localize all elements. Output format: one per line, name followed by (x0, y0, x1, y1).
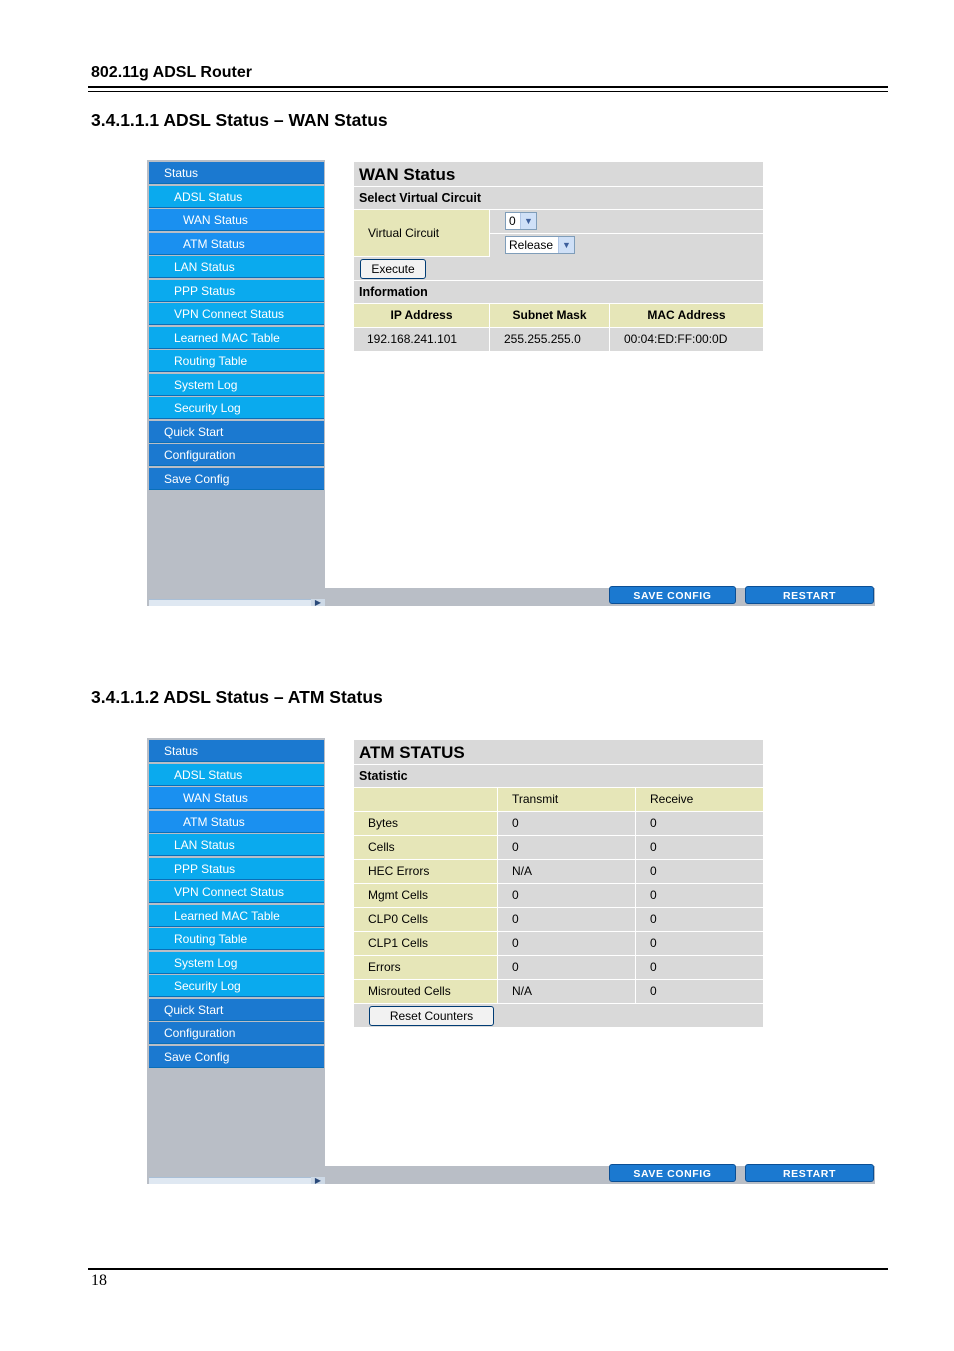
sidebar-item-security-log[interactable]: Security Log (149, 397, 324, 419)
stat-label: Misrouted Cells (354, 980, 497, 1003)
stat-label: Errors (354, 956, 497, 979)
sidebar-item-quick-start[interactable]: Quick Start (149, 421, 324, 443)
header-rule-thin (88, 91, 888, 92)
table-row (354, 932, 763, 956)
column-header-transmit: Transmit (497, 788, 635, 811)
subnet-mask-value: 255.255.255.0 (489, 328, 609, 351)
stat-label: Cells (354, 836, 497, 859)
receive-value: 0 (635, 956, 763, 979)
stats-header-row (354, 788, 763, 812)
sidebar-item-vpn-connect-status[interactable]: VPN Connect Status (149, 881, 324, 903)
chevron-down-icon[interactable]: ▼ (520, 213, 536, 229)
action-select-cell (489, 234, 763, 257)
action-select-value: Release (509, 238, 554, 252)
scroll-right-icon[interactable]: ▶ (311, 599, 325, 606)
panel-title: WAN Status (354, 162, 763, 187)
page-number: 18 (91, 1272, 107, 1289)
table-row (354, 812, 763, 836)
sidebar-item-lan-status[interactable]: LAN Status (149, 834, 324, 856)
footer-rule (88, 1268, 888, 1270)
transmit-value: N/A (497, 860, 635, 883)
virtual-circuit-label: Virtual Circuit (354, 210, 489, 256)
sidebar-item-learned-mac-table[interactable]: Learned MAC Table (149, 905, 324, 927)
sidebar-item-configuration[interactable]: Configuration (149, 444, 324, 466)
reset-row (354, 1004, 763, 1028)
chevron-down-icon[interactable]: ▼ (558, 237, 574, 253)
table-row (354, 836, 763, 860)
info-header-row (354, 304, 763, 328)
sidebar-item-lan-status[interactable]: LAN Status (149, 256, 324, 278)
sidebar-item-save-config[interactable]: Save Config (149, 1046, 324, 1068)
sidebar-item-status[interactable]: Status (149, 162, 324, 184)
sidebar-item-atm-status[interactable]: ATM Status (149, 811, 324, 833)
sidebar-item-vpn-connect-status[interactable]: VPN Connect Status (149, 303, 324, 325)
sidebar-item-save-config[interactable]: Save Config (149, 468, 324, 490)
sidebar-item-system-log[interactable]: System Log (149, 952, 324, 974)
column-header-ip: IP Address (390, 308, 453, 322)
stat-label: CLP1 Cells (354, 932, 497, 955)
sidebar-item-wan-status[interactable]: WAN Status (149, 209, 324, 231)
save-config-button[interactable]: SAVE CONFIG (609, 586, 736, 604)
info-value-row (354, 328, 763, 352)
information-heading: Information (354, 281, 763, 304)
sidebar-item-adsl-status[interactable]: ADSL Status (149, 764, 324, 786)
vc-select[interactable] (505, 212, 537, 230)
sidebar-item-adsl-status[interactable]: ADSL Status (149, 186, 324, 208)
receive-value: 0 (635, 860, 763, 883)
stats-rows (354, 812, 763, 1004)
section-title-wan: 3.4.1.1.1 ADSL Status – WAN Status (91, 110, 388, 130)
reset-counters-button[interactable]: Reset Counters (369, 1006, 494, 1026)
table-row (354, 956, 763, 980)
save-config-button[interactable]: SAVE CONFIG (609, 1164, 736, 1182)
scroll-right-icon[interactable]: ▶ (311, 1177, 325, 1184)
statistic-heading: Statistic (354, 765, 763, 788)
stat-label: Bytes (354, 812, 497, 835)
section-title-atm: 3.4.1.1.2 ADSL Status – ATM Status (91, 687, 383, 707)
atm-status-screenshot (147, 738, 875, 1184)
table-row (354, 980, 763, 1004)
execute-button[interactable]: Execute (360, 259, 426, 279)
sidebar-item-routing-table[interactable]: Routing Table (149, 928, 324, 950)
sidebar-menu (147, 738, 325, 1184)
wan-status-panel (354, 162, 763, 352)
receive-value: 0 (635, 812, 763, 835)
stat-label: HEC Errors (354, 860, 497, 883)
sidebar-scrollbar[interactable] (149, 599, 325, 606)
table-row (354, 908, 763, 932)
sidebar-item-quick-start[interactable]: Quick Start (149, 999, 324, 1021)
sidebar-item-learned-mac-table[interactable]: Learned MAC Table (149, 327, 324, 349)
receive-value: 0 (635, 836, 763, 859)
sidebar-scrollbar[interactable] (149, 1177, 325, 1184)
virtual-circuit-row (354, 210, 763, 257)
sidebar-item-ppp-status[interactable]: PPP Status (149, 280, 324, 302)
table-row (354, 860, 763, 884)
transmit-value: 0 (497, 908, 635, 931)
ip-address-value: 192.168.241.101 (367, 332, 458, 346)
column-header-blank (354, 788, 497, 811)
transmit-value: 0 (497, 956, 635, 979)
header-rule (88, 86, 888, 88)
sidebar-item-ppp-status[interactable]: PPP Status (149, 858, 324, 880)
column-header-receive: Receive (635, 788, 763, 811)
wan-status-screenshot (147, 160, 875, 606)
column-header-mac: MAC Address (609, 304, 763, 327)
sidebar-item-routing-table[interactable]: Routing Table (149, 350, 324, 372)
transmit-value: N/A (497, 980, 635, 1003)
transmit-value: 0 (497, 884, 635, 907)
sidebar-item-configuration[interactable]: Configuration (149, 1022, 324, 1044)
receive-value: 0 (635, 884, 763, 907)
transmit-value: 0 (497, 836, 635, 859)
atm-status-panel (354, 740, 763, 1028)
execute-row (354, 257, 763, 281)
sidebar-item-status[interactable]: Status (149, 740, 324, 762)
vc-select-cell (489, 210, 763, 233)
mac-address-value: 00:04:ED:FF:00:0D (609, 328, 763, 351)
restart-button[interactable]: RESTART (745, 586, 874, 604)
action-select[interactable] (505, 236, 575, 254)
document-header: 802.11g ADSL Router (91, 64, 252, 81)
select-vc-heading: Select Virtual Circuit (354, 187, 763, 210)
table-row (354, 884, 763, 908)
receive-value: 0 (635, 980, 763, 1003)
sidebar-item-system-log[interactable]: System Log (149, 374, 324, 396)
panel-title: ATM STATUS (354, 740, 763, 765)
transmit-value: 0 (497, 812, 635, 835)
column-header-subnet: Subnet Mask (489, 304, 609, 327)
sidebar-item-atm-status[interactable]: ATM Status (149, 233, 324, 255)
sidebar-menu (147, 160, 325, 606)
stat-label: Mgmt Cells (354, 884, 497, 907)
stat-label: CLP0 Cells (354, 908, 497, 931)
receive-value: 0 (635, 932, 763, 955)
vc-select-value: 0 (509, 214, 516, 228)
sidebar-item-security-log[interactable]: Security Log (149, 975, 324, 997)
restart-button[interactable]: RESTART (745, 1164, 874, 1182)
transmit-value: 0 (497, 932, 635, 955)
sidebar-item-wan-status[interactable]: WAN Status (149, 787, 324, 809)
receive-value: 0 (635, 908, 763, 931)
